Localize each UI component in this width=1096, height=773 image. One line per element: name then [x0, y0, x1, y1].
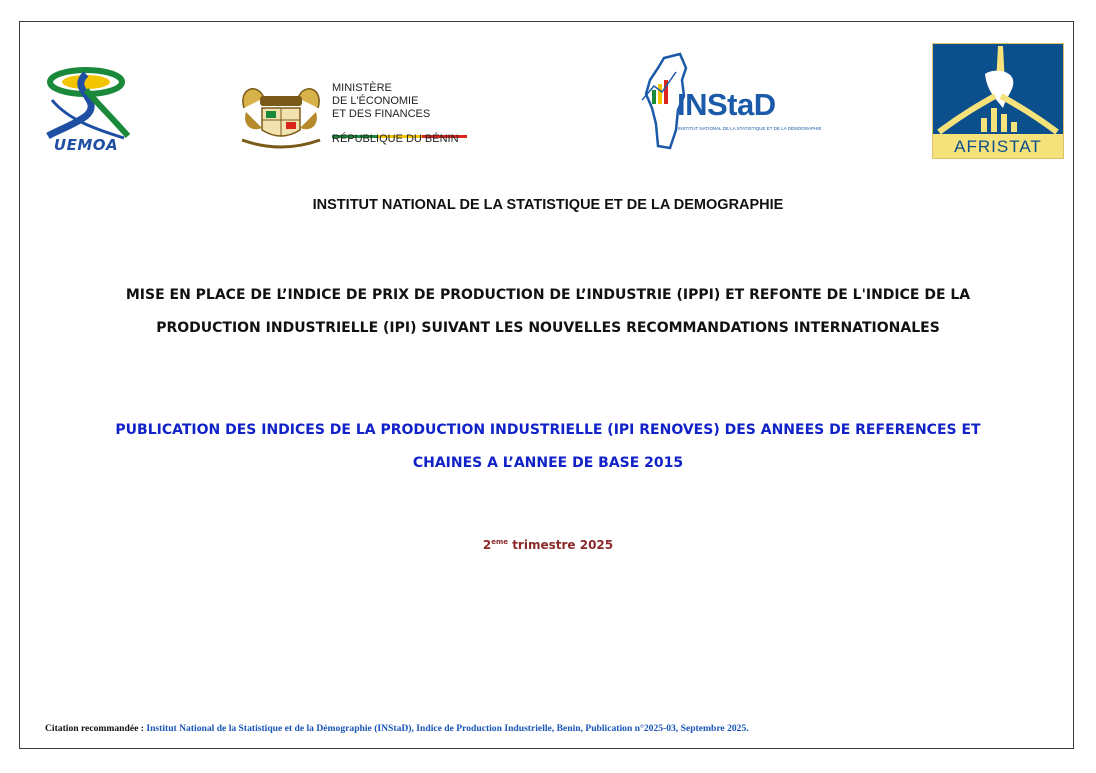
benin-coat-of-arms-icon [236, 78, 326, 152]
uemoa-emblem-icon [28, 60, 144, 140]
page-frame [19, 21, 1074, 749]
republique-label: RÉPUBLIQUE DU BÉNIN [332, 133, 459, 145]
instad-subtitle: INSTITUT NATIONAL DE LA STATISTIQUE ET DE LA DÉMOGRAPHIE [678, 126, 822, 131]
uemoa-label: UEMOA [53, 136, 119, 154]
afristat-africa-icon [933, 44, 1063, 134]
ministere-logo [236, 78, 476, 152]
main-title [45, 279, 1051, 345]
period-label [0, 538, 1096, 552]
publication-title-line2: CHAINES A L’ANNEE DE BASE 2015 [412, 455, 684, 471]
period-number: 2 [482, 538, 492, 552]
period-text: trimestre 2025 [508, 538, 614, 552]
citation [45, 723, 749, 734]
citation-label: Citation recommandée : [45, 723, 147, 734]
period-superscript: eme [491, 538, 509, 546]
main-title-line2: PRODUCTION INDUSTRIELLE (IPI) SUIVANT LES NOUVELLES RECOMMANDATIONS INTERNATIONALES [156, 320, 940, 336]
afristat-logo [932, 43, 1064, 159]
instad-label: INStaD [677, 87, 776, 122]
institute-heading: INSTITUT NATIONAL DE LA STATISTIQUE ET DE LA DEMOGRAPHIE [312, 197, 784, 213]
publication-title-line1: PUBLICATION DES INDICES DE LA PRODUCTION INDUSTRIELLE (IPI RENOVES) DES ANNEES DE REFERENCES ET [115, 422, 981, 438]
ministere-name [332, 82, 430, 121]
main-title-line1: MISE EN PLACE DE L’INDICE DE PRIX DE PRODUCTION DE L’INDUSTRIE (IPPI) ET REFONTE DE L'INDICE DE LA [125, 287, 971, 303]
afristat-label: AFRISTAT [954, 137, 1042, 156]
ministere-line3: ET DES FINANCES [332, 108, 431, 120]
publication-title [38, 414, 1058, 480]
ministere-line2: DE L'ÉCONOMIE [332, 95, 419, 107]
citation-value: Institut National de la Statistique et de la Démographie (INStaD), Indice de Production Industrielle, Benin, Publication n°2025-03, Septembre 2025. [146, 723, 749, 734]
uemoa-logo [28, 60, 144, 156]
ministere-line1: MINISTÈRE [332, 82, 392, 94]
instad-logo [640, 50, 822, 152]
benin-flag-stripe [332, 125, 468, 128]
